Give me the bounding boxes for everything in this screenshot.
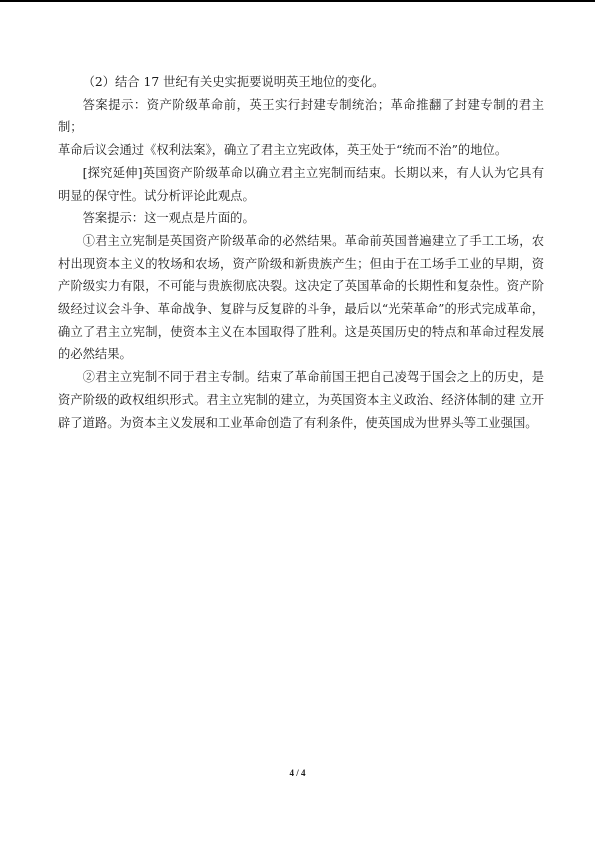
answer-point-1: ①君主立宪制是英国资产阶级革命的必然结果。革命前英国普遍建立了手工工场，农村出现资本主义的牧场和农场，资产阶级和新贵族产生；但由于在工场手工业的早期，资产阶级实力有限，不可能与贵族彻底决裂。这决定了英国革命的长期性和复杂性。资产阶级经过议会斗争、革命战争、复辟与反复辟的斗争，最后以“光荣革命”的形式完成革命，确立了君主立宪制，使资本主义在本国取得了胜利。这是英国历史的特点和革命过程发展的必然结果。 (58, 233, 544, 362)
answer-hint-line-1: 答案提示：资产阶级革命前，英王实行封建专制统治；革命推翻了封建专制的君主制； (58, 97, 544, 135)
page-top-border (0, 0, 595, 2)
question-2: （2）结合 17 世纪有关史实扼要说明英王地位的变化。 (82, 75, 385, 89)
extension-answer-hint: 答案提示：这一观点是片面的。 (82, 211, 255, 226)
page-number: 4 / 4 (289, 768, 306, 778)
answer-hint-line-2: 革命后议会通过《权利法案》，确立了君主立宪政体，英王处于“统而不治”的地位。 (58, 143, 508, 158)
answer-point-2: ②君主立宪制不同于君主专制。结束了革命前国王把自己凌驾于国会之上的历史，是资产阶级的政权组织形式。君主立宪制的建立，为英国资本主义政治、经济体制的建 立开辟了道路。为资本主义发展和工业革命创造了有利条件，使英国成为世界头等工业强国。 (58, 370, 544, 430)
extension-question: [探究延伸]英国资产阶级革命以确立君主立宪制而结束。长期以来，有人认为它具有明显的保守性。试分析评论此观点。 (58, 165, 544, 203)
document-body (58, 71, 544, 434)
